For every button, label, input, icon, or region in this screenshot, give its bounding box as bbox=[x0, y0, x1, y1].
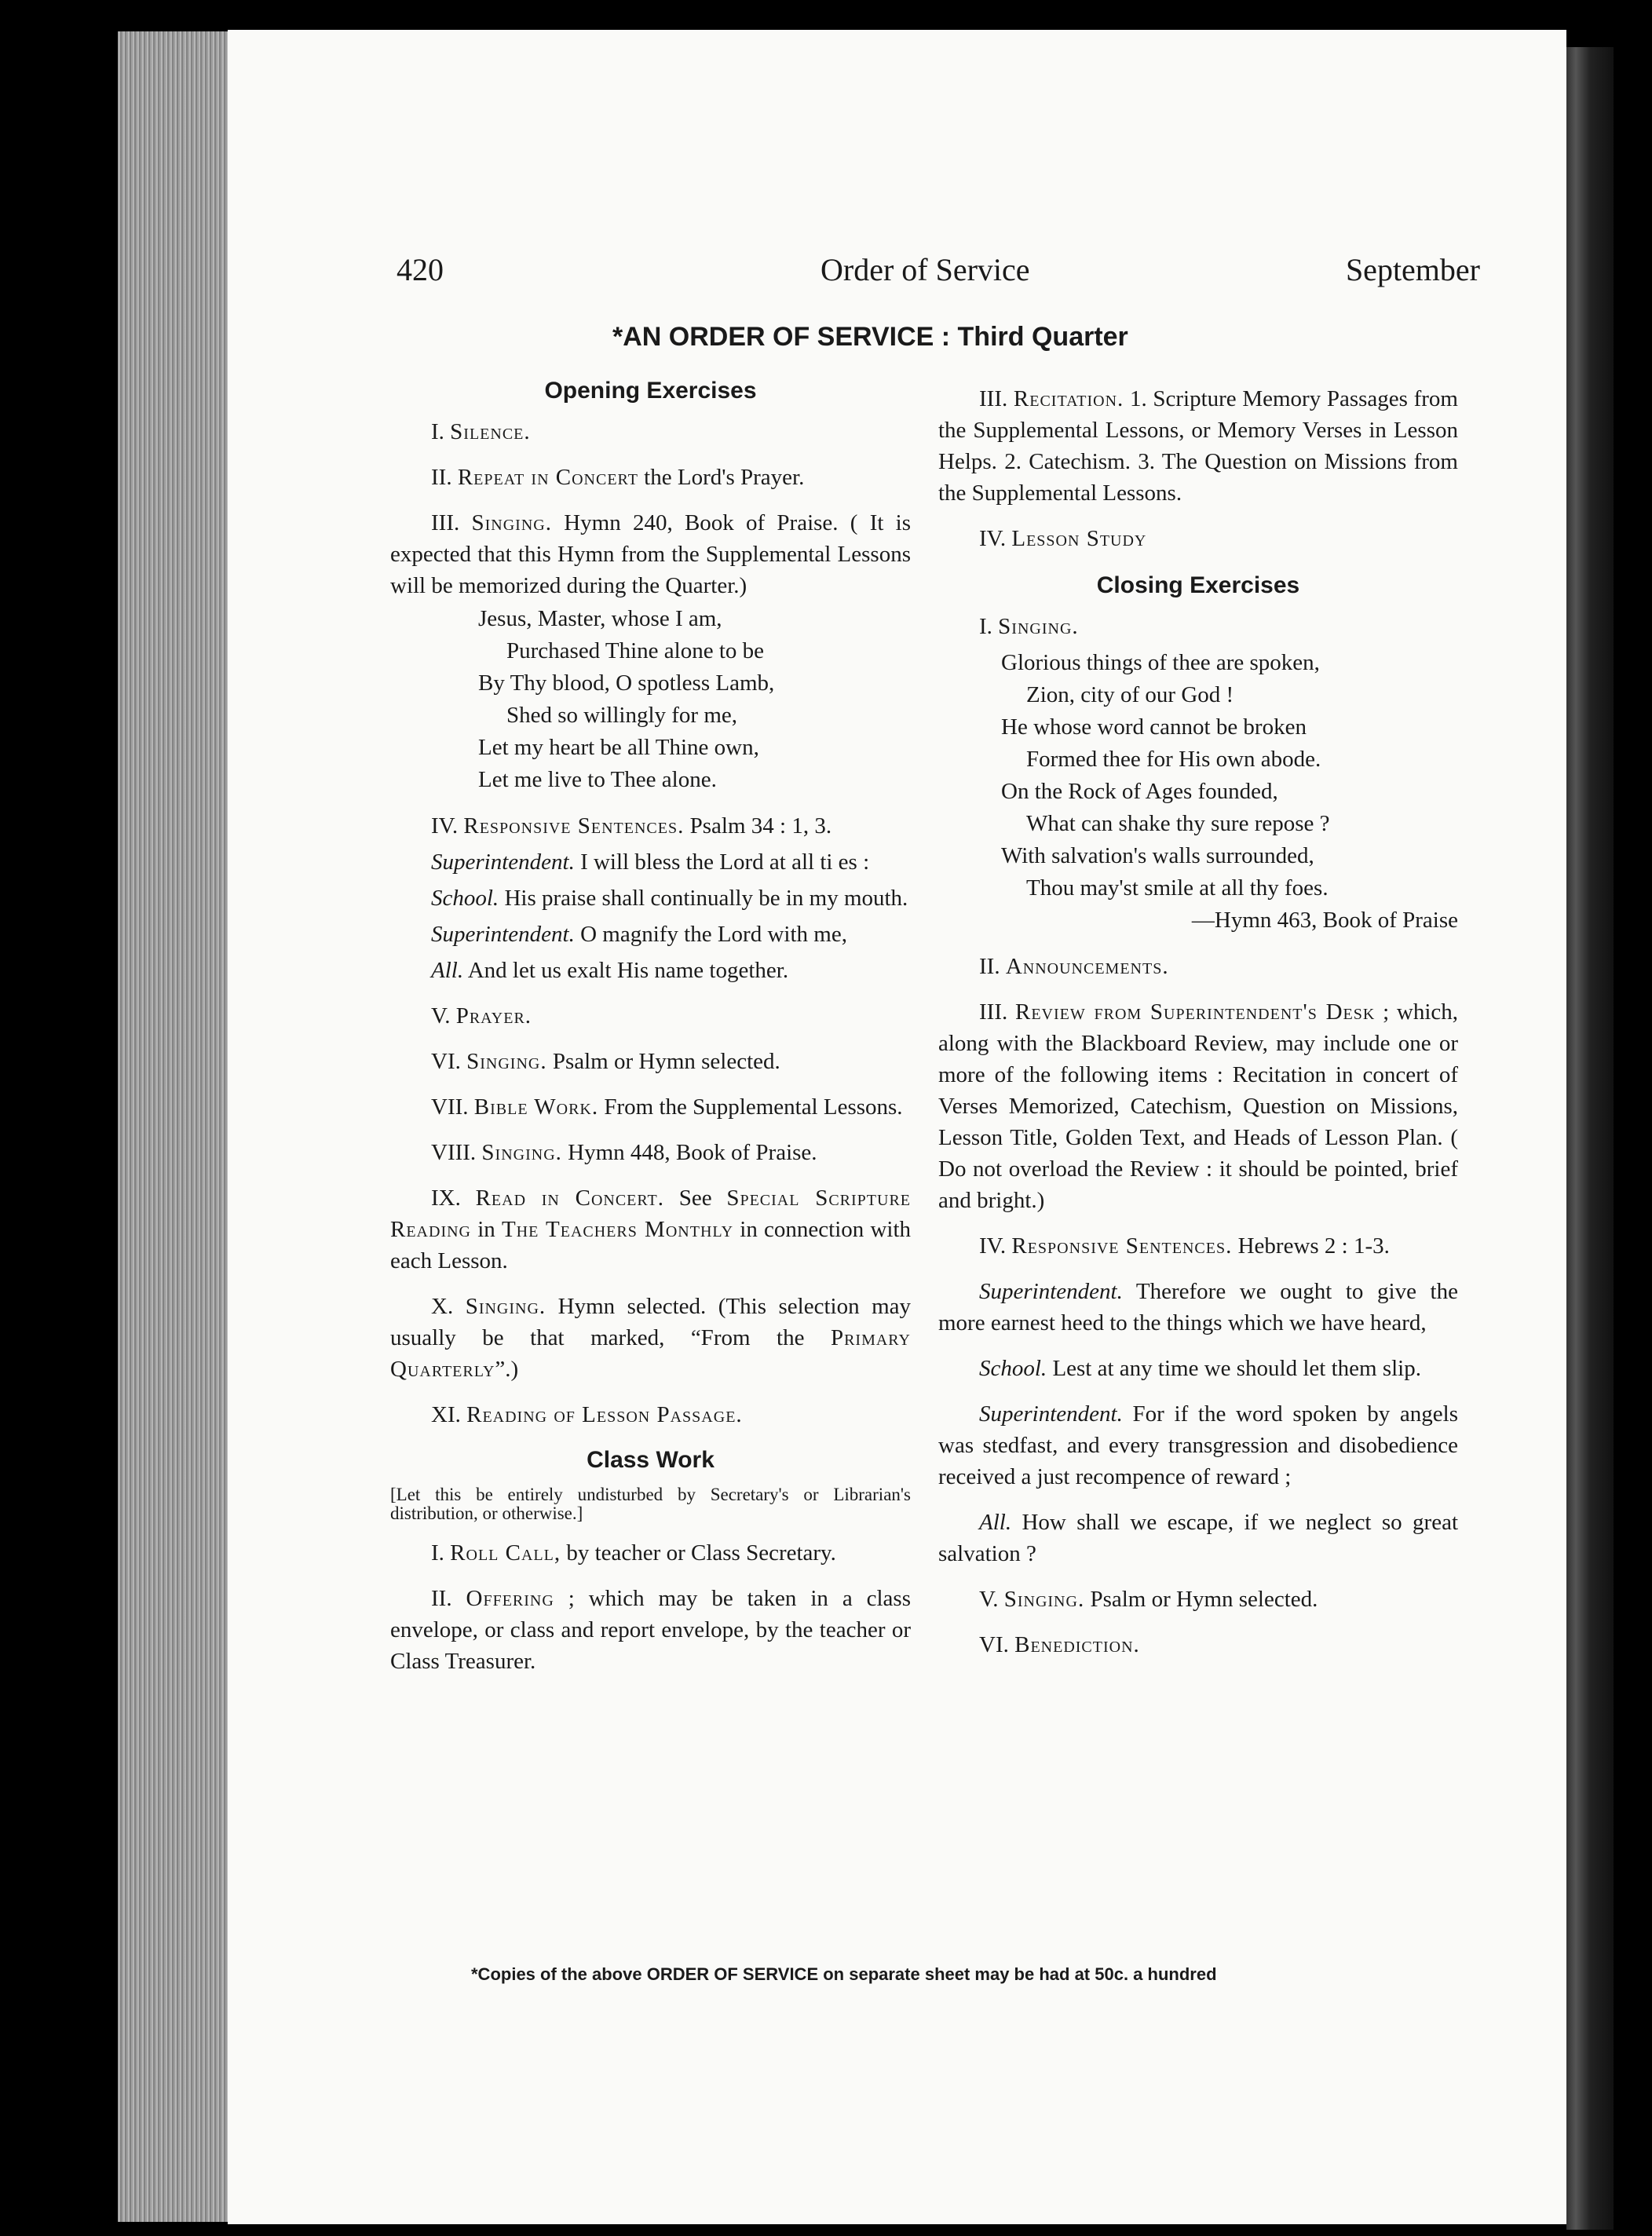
running-title: Order of Service bbox=[821, 252, 1030, 287]
hymn-line: Purchased Thine alone to be bbox=[506, 638, 765, 663]
running-month: September bbox=[1345, 252, 1480, 287]
closing-item-i bbox=[938, 611, 1458, 642]
opening-item-iii bbox=[390, 507, 911, 601]
item-number: V. bbox=[979, 1587, 999, 1612]
item-label: Responsive Sentences. bbox=[463, 813, 685, 838]
item-number: IX. bbox=[431, 1186, 461, 1211]
item-text: in connection with each Lesson. bbox=[390, 1217, 912, 1273]
hymn-line: By Thy blood, O spotless Lamb, bbox=[478, 670, 775, 696]
response-text: I will bless the Lord at all ti es : bbox=[574, 849, 870, 875]
item-number: VI. bbox=[431, 1049, 461, 1074]
opening-item-ii bbox=[390, 462, 911, 493]
response-text: O magnify the Lord with me, bbox=[574, 922, 847, 947]
item-label: Repeat in Concert bbox=[457, 465, 638, 490]
item-label: Bible Work. bbox=[473, 1094, 599, 1120]
item-text: by teacher or Class Secretary. bbox=[561, 1540, 836, 1566]
responsive-line bbox=[390, 955, 911, 986]
speaker: Superintendent. bbox=[431, 922, 575, 947]
item-label: The Teachers Monthly bbox=[501, 1217, 734, 1242]
opening-item-x bbox=[390, 1291, 911, 1385]
responsive-line bbox=[390, 846, 911, 878]
hymn-line: Zion, city of our God ! bbox=[1026, 682, 1234, 707]
item-label: Benediction. bbox=[1014, 1632, 1140, 1657]
item-label: Silence. bbox=[450, 419, 531, 444]
item-number: I. bbox=[431, 1540, 444, 1566]
item-label: Prayer. bbox=[455, 1003, 532, 1028]
left-column bbox=[390, 369, 911, 1691]
item-label: Singing. bbox=[466, 1049, 547, 1074]
opening-item-vii bbox=[390, 1091, 911, 1123]
item-label: Primary Quarterly bbox=[390, 1325, 911, 1382]
speaker: Superintendent. bbox=[431, 849, 575, 875]
hymn-line: With salvation's walls surrounded, bbox=[1001, 843, 1314, 868]
running-header bbox=[397, 251, 1480, 298]
item-text: Psalm or Hymn selected. bbox=[546, 1049, 780, 1074]
hymn-verse bbox=[938, 647, 1458, 937]
response-text: Therefore we ought to give the more earnest heed to the things which we have heard, bbox=[938, 1279, 1458, 1335]
item-label: Singing. bbox=[1003, 1587, 1085, 1612]
class-work-note: [Let this be entirely undisturbed by Secretary's or Librarian's distribution, or otherwise.] bbox=[390, 1485, 911, 1523]
item-label: Lesson Study bbox=[1011, 526, 1147, 551]
speaker: Superintendent. bbox=[979, 1401, 1123, 1427]
right-column bbox=[938, 383, 1458, 1675]
item-text: Hymn 240, Book of Praise. ( It is expected that this Hymn from the Supplemental Lessons will be memorized during the Quarter.) bbox=[390, 510, 911, 598]
response-text: His praise shall continually be in my mouth. bbox=[499, 886, 908, 911]
hymn-line: On the Rock of Ages founded, bbox=[1001, 779, 1278, 804]
item-number: III. bbox=[431, 510, 460, 535]
page-number: 420 bbox=[397, 252, 444, 287]
item-label: Singing. bbox=[465, 1294, 546, 1319]
item-number: III. bbox=[979, 999, 1008, 1025]
closing-item-iv bbox=[938, 1230, 1458, 1262]
class-item-i bbox=[390, 1537, 911, 1569]
opening-item-ix bbox=[390, 1182, 911, 1277]
item-label: Special Scripture Reading bbox=[390, 1186, 912, 1242]
item-number: IV. bbox=[431, 813, 459, 838]
hymn-line: Shed so willingly for me, bbox=[506, 703, 738, 728]
speaker: Superintendent. bbox=[979, 1279, 1123, 1304]
item-label: Singing. bbox=[481, 1140, 562, 1165]
hymn-line: Thou may'st smile at all thy foes. bbox=[1026, 875, 1329, 901]
item-text: See bbox=[664, 1186, 727, 1211]
item-number: IV. bbox=[979, 526, 1007, 551]
footnote: *Copies of the above ORDER OF SERVICE on separate sheet may be had at 50c. a hundred bbox=[471, 1964, 1217, 1984]
closing-item-vi bbox=[938, 1629, 1458, 1661]
opening-item-vi bbox=[390, 1046, 911, 1077]
item-text: Hebrews 2 : 1-3. bbox=[1232, 1233, 1390, 1259]
speaker: All. bbox=[979, 1510, 1012, 1535]
hymn-attribution: —Hymn 463, Book of Praise bbox=[1191, 908, 1458, 933]
item-number: VIII. bbox=[431, 1140, 477, 1165]
item-text: From the Supplemental Lessons. bbox=[598, 1094, 903, 1120]
response-text: How shall we escape, if we neglect so great salvation ? bbox=[938, 1510, 1458, 1566]
hymn-line: What can shake thy sure repose ? bbox=[1026, 811, 1330, 836]
closing-item-v bbox=[938, 1584, 1458, 1615]
opening-exercises-heading: Opening Exercises bbox=[544, 378, 757, 404]
opening-item-iii-recitation bbox=[938, 383, 1458, 509]
item-number: VII. bbox=[431, 1094, 469, 1120]
hymn-line: Formed thee for His own abode. bbox=[1026, 747, 1321, 772]
book-binding-shadow bbox=[1566, 47, 1614, 2230]
response-text: For if the word spoken by angels was stedfast, and every transgression and disobedience received a just recompence of reward ; bbox=[938, 1401, 1458, 1489]
item-text: Psalm or Hymn selected. bbox=[1084, 1587, 1318, 1612]
class-item-ii bbox=[390, 1583, 911, 1677]
item-label: Review from Superintendent's Desk bbox=[1014, 999, 1376, 1025]
hymn-line: He whose word cannot be broken bbox=[1001, 714, 1307, 740]
item-text: the Lord's Prayer. bbox=[638, 465, 805, 490]
speaker: School. bbox=[979, 1356, 1047, 1381]
responsive-line bbox=[938, 1276, 1458, 1339]
item-text: ; which may be taken in a class envelope, or class and report envelope, by the teacher or Class Treasurer. bbox=[390, 1586, 911, 1674]
hymn-line: Glorious things of thee are spoken, bbox=[1001, 650, 1320, 675]
item-text: Hymn 448, Book of Praise. bbox=[561, 1140, 817, 1165]
response-text: And let us exalt His name together. bbox=[463, 958, 789, 983]
opening-item-iv-lesson-study bbox=[938, 523, 1458, 554]
item-text: ; which, along with the Blackboard Review, may include one or more of the following items : Recitation in concert of Verses Memorized, Catechism, Question on Missions, Lesson Title, Golden Text, and Heads of Lesson Plan. ( Do not overload the Review : it should be pointed, brief and bright.) bbox=[938, 999, 1458, 1213]
item-number: II. bbox=[979, 954, 1000, 979]
item-text: in bbox=[471, 1217, 502, 1242]
responsive-line bbox=[390, 919, 911, 950]
item-number: I. bbox=[979, 614, 992, 639]
opening-item-v bbox=[390, 1000, 911, 1032]
item-label: Reading of Lesson Passage. bbox=[466, 1402, 743, 1427]
item-number: II. bbox=[431, 465, 452, 490]
item-number: XI. bbox=[431, 1402, 461, 1427]
item-number: X. bbox=[431, 1294, 454, 1319]
speaker: School. bbox=[431, 886, 499, 911]
item-label: Read in Concert. bbox=[475, 1186, 664, 1211]
hymn-line: Let me live to Thee alone. bbox=[478, 767, 717, 792]
opening-item-xi bbox=[390, 1399, 911, 1430]
item-label: Offering bbox=[466, 1586, 554, 1611]
responsive-line bbox=[938, 1507, 1458, 1569]
response-text: Lest at any time we should let them slip. bbox=[1047, 1356, 1421, 1381]
item-text: Psalm 34 : 1, 3. bbox=[684, 813, 832, 838]
item-number: I. bbox=[431, 419, 444, 444]
responsive-line bbox=[938, 1398, 1458, 1492]
item-text: ”.) bbox=[495, 1357, 519, 1382]
item-label: Singing. bbox=[998, 614, 1079, 639]
opening-item-iv bbox=[390, 810, 911, 842]
closing-item-ii bbox=[938, 951, 1458, 982]
item-number: VI. bbox=[979, 1632, 1009, 1657]
hymn-line: Let my heart be all Thine own, bbox=[478, 735, 759, 760]
closing-exercises-heading: Closing Exercises bbox=[1096, 572, 1300, 598]
item-text: 1. Scripture Memory Passages from the Supplemental Lessons, or Memory Verses in Lesson Helps. 2. Catechism. 3. The Question on Missions from the Supplemental Lessons. bbox=[938, 386, 1458, 506]
item-label: Announcements. bbox=[1005, 954, 1169, 979]
speaker: All. bbox=[431, 958, 464, 983]
item-text: Hymn selected. (This selection may usually be that marked, “From the bbox=[390, 1294, 911, 1350]
opening-item-i bbox=[390, 416, 911, 448]
item-label: Responsive Sentences. bbox=[1011, 1233, 1233, 1259]
responsive-line bbox=[390, 882, 911, 914]
item-number: IV. bbox=[979, 1233, 1007, 1259]
hymn-verse bbox=[390, 603, 911, 796]
item-label: Roll Call, bbox=[450, 1540, 561, 1566]
item-number: V. bbox=[431, 1003, 451, 1028]
item-label: Singing. bbox=[471, 510, 552, 535]
responsive-line bbox=[938, 1353, 1458, 1384]
item-number: II. bbox=[431, 1586, 452, 1611]
class-work-heading: Class Work bbox=[587, 1447, 715, 1473]
hymn-line: Jesus, Master, whose I am, bbox=[478, 606, 722, 631]
page-title: *AN ORDER OF SERVICE : Third Quarter bbox=[612, 322, 1128, 352]
item-label: Recitation. bbox=[1013, 386, 1124, 411]
closing-item-iii bbox=[938, 996, 1458, 1216]
item-number: III. bbox=[979, 386, 1008, 411]
opening-item-viii bbox=[390, 1137, 911, 1168]
